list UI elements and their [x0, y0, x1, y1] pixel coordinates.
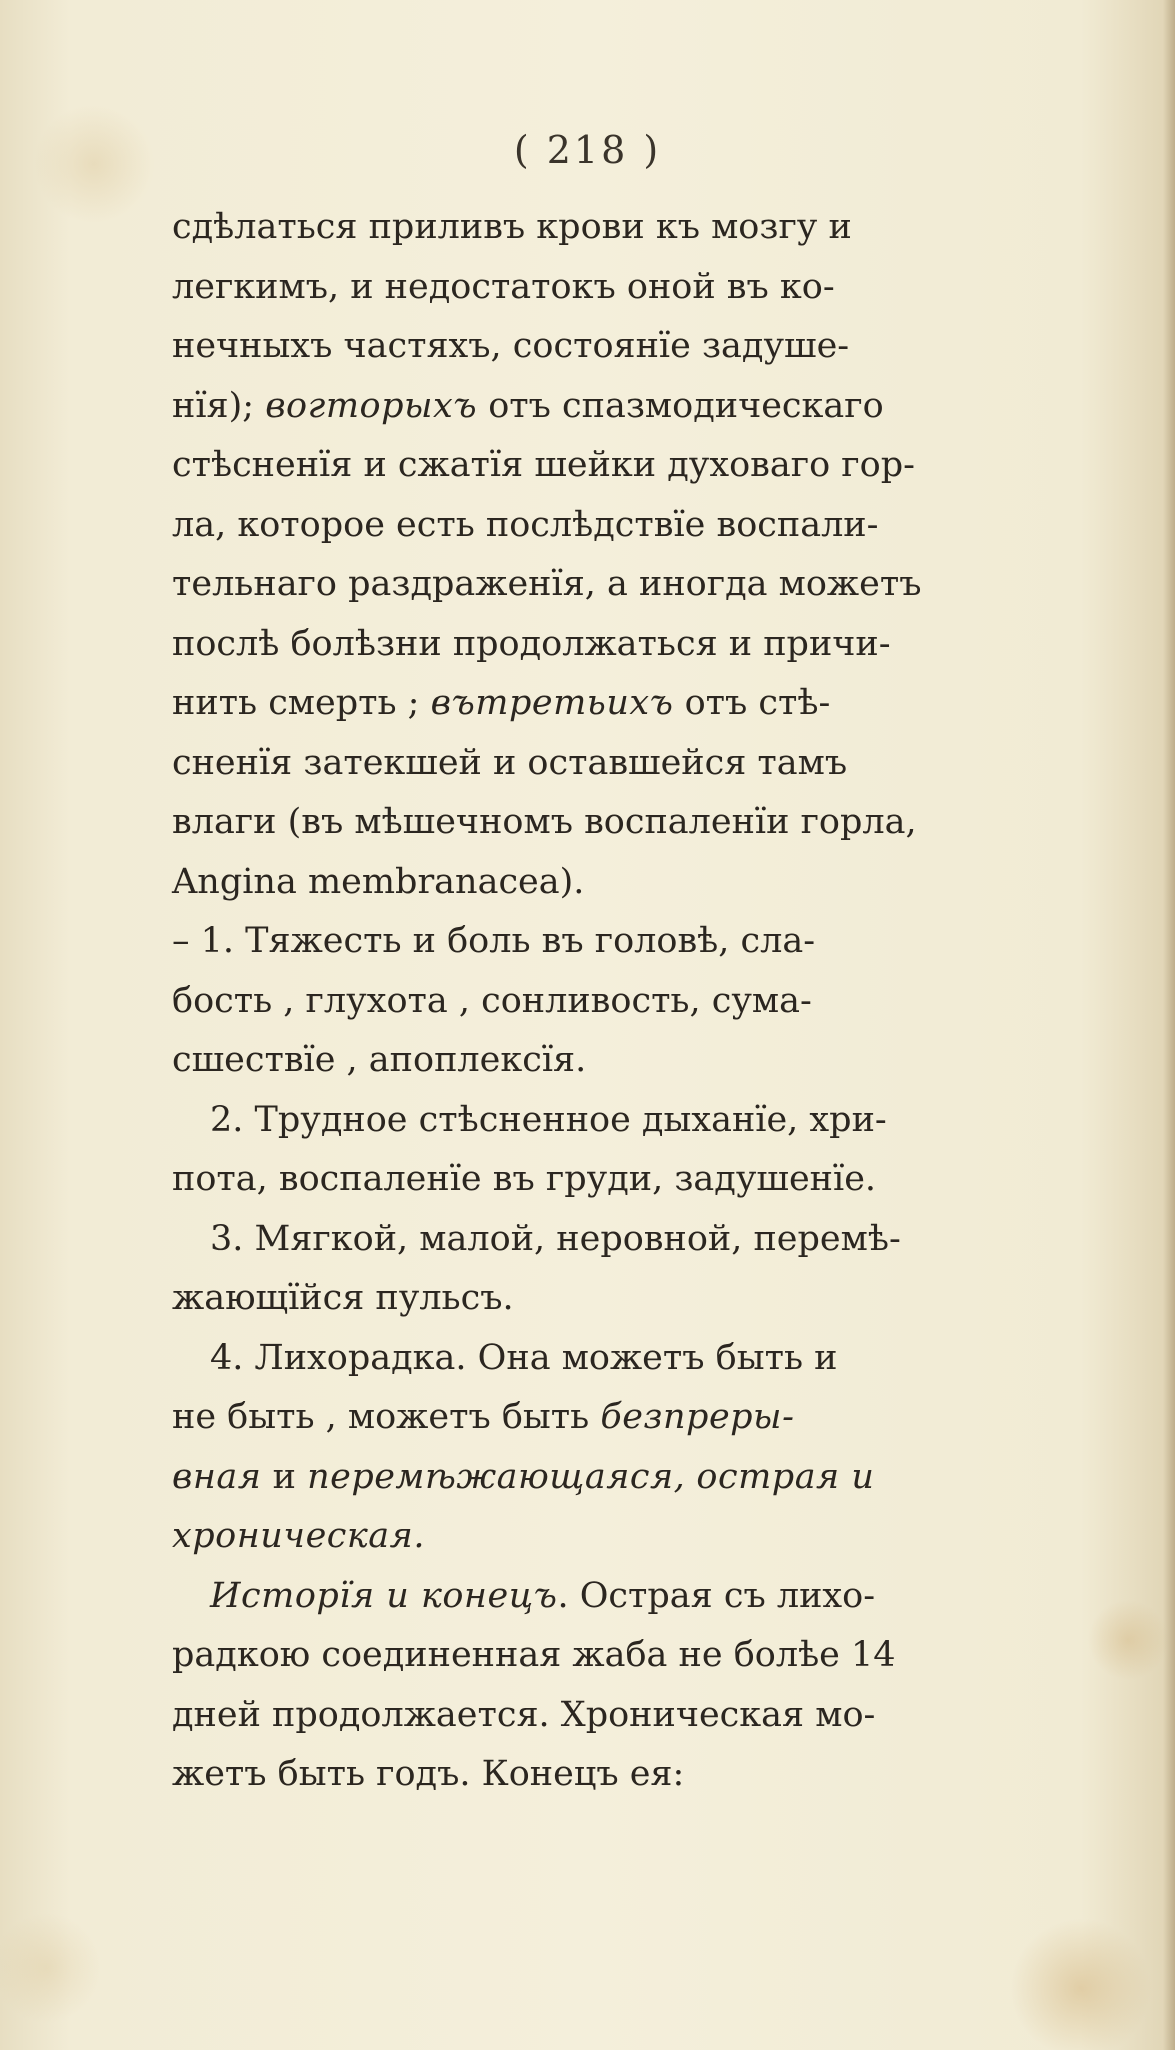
italic-term: вогторыхъ [265, 385, 478, 426]
text-line [172, 1091, 1090, 1151]
italic-term: вная [172, 1456, 262, 1497]
text-line [172, 1329, 1090, 1389]
text-line [172, 912, 1090, 972]
text-run [685, 1448, 696, 1508]
text-run: ла, которое есть послѣдствїе воспали- [172, 504, 879, 545]
text-run: дней продолжается. Хроническая мо- [172, 1694, 876, 1735]
text-run: пота, воспаленїе въ груди, задушенїе. [172, 1159, 877, 1199]
text-run: 4. Лихорадка. Она можетъ быть и [210, 1337, 838, 1378]
text-run: сшествїе , апоплексїя. [172, 1040, 587, 1080]
text-run: жающїйся пульсъ. [172, 1278, 514, 1318]
text-line [172, 1745, 1090, 1805]
text-line [172, 793, 1090, 853]
text-line [172, 258, 1090, 318]
page-number: ( 218 ) [513, 128, 662, 172]
text-run: нїя); [172, 385, 266, 426]
text-line [172, 198, 1090, 258]
text-line [172, 615, 1090, 675]
text-line [172, 674, 1090, 734]
text-line [172, 853, 1090, 913]
text-run: . Острая съ лихо- [557, 1575, 876, 1616]
text-line [172, 1626, 1090, 1686]
text-run: сдѣлаться приливъ крови къ мозгу и [172, 207, 852, 247]
text-run: влаги (въ мѣшечномъ воспаленїи горла, [172, 802, 917, 842]
text-line [172, 436, 1090, 496]
italic-term: хроническая. [172, 1516, 425, 1556]
text-line [172, 1269, 1090, 1329]
italic-term: острая и [696, 1456, 875, 1497]
section-heading: Исторїя и конецъ [210, 1575, 558, 1616]
text-line [172, 317, 1090, 377]
text-run: тельнаго раздраженїя, а иногда можетъ [172, 564, 922, 604]
text-line [172, 734, 1090, 794]
text-run: не быть , можетъ быть [172, 1397, 601, 1437]
text-run: нечныхъ частяхъ, состоянїе задуше- [172, 326, 850, 366]
text-line [172, 496, 1090, 556]
text-line [172, 1210, 1090, 1270]
text-run: нить смерть ; [172, 683, 431, 723]
italic-term: вътретьихъ [430, 683, 674, 723]
text-line [172, 1031, 1090, 1091]
text-line [172, 377, 1090, 437]
text-line [172, 972, 1090, 1032]
text-run: 3. Мягкой, малой, неровной, перемѣ- [210, 1218, 901, 1259]
text-line [172, 1150, 1090, 1210]
body-text [172, 198, 1090, 1805]
text-run: Angina membranacea). [172, 861, 585, 902]
text-run: отъ стѣ- [673, 683, 831, 723]
text-run: жетъ быть годъ. Конецъ ея: [172, 1754, 685, 1794]
italic-term: безпреры- [600, 1397, 795, 1437]
text-run: легкимъ, и недостатокъ оной въ ко- [172, 266, 835, 307]
text-line [172, 1686, 1090, 1746]
text-run: сненїя затекшей и оставшейся тамъ [172, 742, 848, 783]
text-line [172, 1448, 1090, 1508]
text-run: послѣ болѣзни продолжаться и причи- [172, 623, 891, 664]
text-run: – 1. Тяжесть и боль въ головѣ, сла- [172, 921, 816, 961]
text-run: радкою соединенная жаба не болѣе 14 [172, 1635, 896, 1675]
text-run: бость , глухота , сонливость, сума- [172, 980, 812, 1021]
text-line [172, 1388, 1090, 1448]
text-line [172, 1507, 1090, 1567]
text-line [172, 1567, 1090, 1627]
page-edge [1163, 0, 1175, 2050]
text-run: и [261, 1456, 308, 1497]
text-line [172, 555, 1090, 615]
italic-term: перемѣжающаяся, [307, 1456, 686, 1497]
text-run: стѣсненїя и сжатїя шейки духоваго гор- [172, 445, 915, 485]
text-run: отъ спазмодическаго [477, 385, 884, 426]
text-run: 2. Трудное стѣсненное дыханїе, хри- [210, 1099, 887, 1140]
